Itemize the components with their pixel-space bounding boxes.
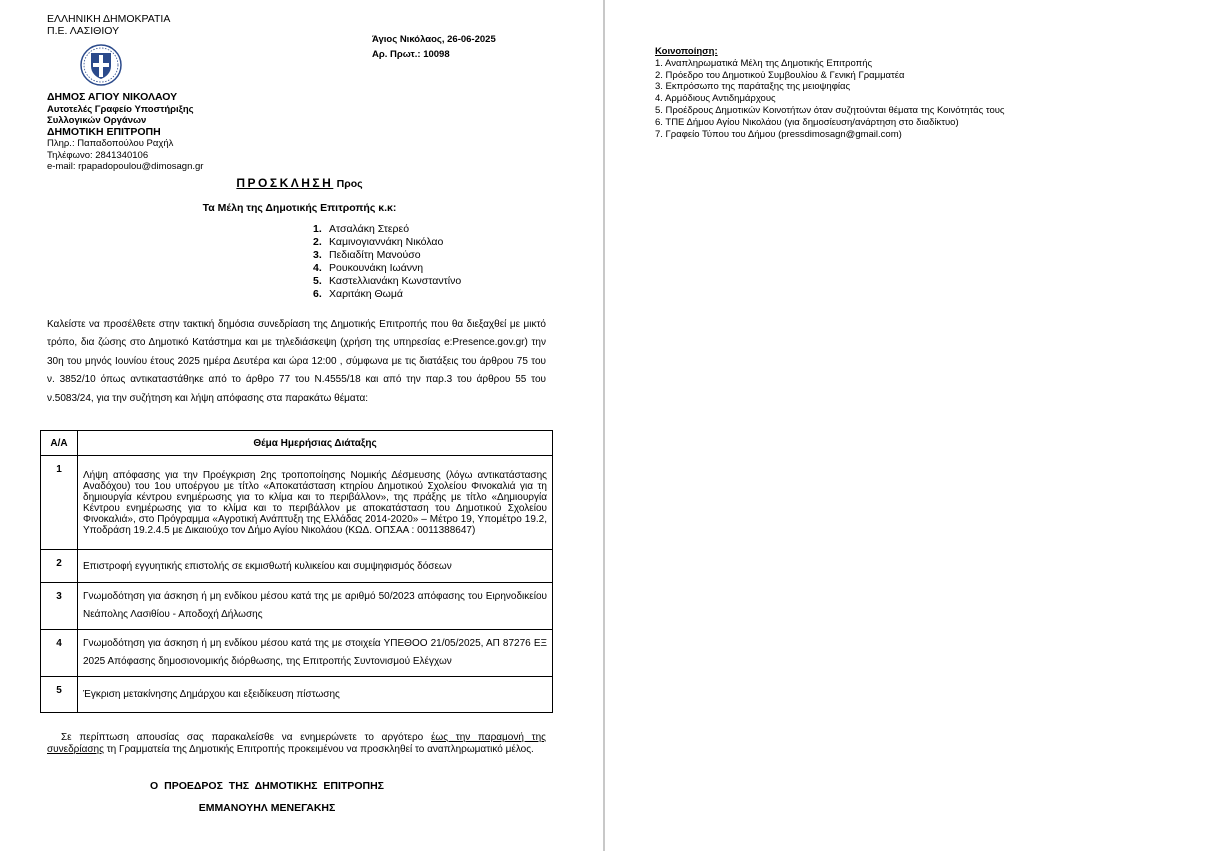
greek-coat-of-arms-icon — [80, 44, 122, 86]
item-number: 5 — [41, 677, 78, 713]
page-divider — [603, 0, 605, 851]
date-block — [372, 32, 496, 62]
closing-paragraph — [47, 732, 546, 756]
list-item: 3. Εκπρόσωπο της παράταξης της μειοψηφίας — [655, 81, 851, 93]
list-item: 4. Ρουκουνάκη Ιωάννη — [313, 262, 424, 274]
contact-phone: Τηλέφωνο: 2841340106 — [47, 149, 149, 161]
members-list — [313, 223, 461, 301]
list-item: 7. Γραφείο Τύπου του Δήμου (pressdimosagn@gmail.com) — [655, 128, 902, 140]
list-item: 4. Αρμόδιους Αντιδημάρχους — [655, 93, 776, 105]
header-line1: ΕΛΛΗΝΙΚΗ ΔΗΜΟΚΡΑΤΙΑ — [47, 13, 171, 25]
signature-name: ΕΜΜΑΝΟΥΗΛ ΜΕΝΕΓΑΚΗΣ — [198, 802, 336, 814]
list-item: 6. Χαριτάκη Θωμά — [313, 288, 403, 300]
invitation-to: Προς — [336, 178, 363, 190]
header-line2: Π.Ε. ΛΑΣΙΘΙΟΥ — [47, 24, 120, 37]
invitation-title — [47, 176, 552, 190]
item-number: 2 — [41, 550, 78, 583]
letterhead — [47, 14, 203, 173]
closing-part2: τη Γραμματεία της Δημοτικής Επιτροπής προκειμένου να προσκληθεί το αναπληρωματικό μέλος. — [103, 744, 534, 755]
item-text: Λήψη απόφασης για την Προέγκριση 2ης τροποποίησης Νομικής Δέσμευσης (λόγω αντικατάστασης Αναδόχου) του 1ου υποέργου με τίτλο «Αποκατάσταση κτηρίου Δημοτικού Σχολείου Φινοκαλιά για τη δημιουργία κέντρου ενημέρωσης για το κλίμα και το περιβάλλον», της πράξης με τίτλο «Δημιουργία Κέντρου ενημέρωσης για το κλίμα και το περιβάλλον με αποκατάσταση του Δημοτικού Σχολείου Φινοκαλιά», στο Πρόγραμμα «Αγροτική Ανάπτυξη της Ελλάδας 2014-2020» – Μέτρο 19, Υπομέτρο 19.2, Υποδράση 19.2.4.5 με Δικαιούχο τον Δήμο Αγίου Νικολάου (ΚΩΔ. ΟΠΣΑΑ : 0011388647) — [78, 456, 553, 550]
item-number: 4 — [41, 630, 78, 677]
office-line1: Αυτοτελές Γραφείο Υποστήριξης — [47, 103, 194, 115]
agenda-table — [40, 430, 553, 713]
protocol-number: Αρ. Πρωτ.: 10098 — [372, 49, 450, 60]
item-text: Γνωμοδότηση για άσκηση ή μη ενδίκου μέσου κατά της με στοιχεία ΥΠΕΘΟΟ 21/05/2025, ΑΠ 87276 ΕΞ 2025 Απόφασης δημοσιονομικής διόρθωσης, της Επιτροπής Συντονισμού Ελέγχων — [78, 630, 553, 677]
list-item: 3. Πεδιαδίτη Μανούσο — [313, 249, 421, 261]
list-item: 1. Αναπληρωματικά Μέλη της Δημοτικής Επιτροπής — [655, 57, 873, 69]
list-item: 1. Ατσαλάκη Στερεό — [313, 223, 410, 235]
closing-part1: Σε περίπτωση απουσίας σας παρακαλείσθε να ενημερώνετε το αργότερο — [61, 732, 431, 743]
invitation-word: ΠΡΟΣΚΛΗΣΗ — [236, 176, 334, 190]
col-num-header: Α/Α — [41, 431, 78, 456]
table-header-row — [41, 431, 553, 456]
contact-email: e-mail: rpapadopoulou@dimosagn.gr — [47, 161, 204, 172]
list-item: 6. ΤΠΕ Δήμου Αγίου Νικολάου (για δημοσίευση/ανάρτηση στο διαδίκτυο) — [655, 116, 959, 128]
cc-block — [655, 46, 1005, 140]
table-row — [41, 456, 553, 550]
item-text: Επιστροφή εγγυητικής επιστολής σε εκμισθωτή κυλικείου και συμψηφισμός δόσεων — [78, 550, 553, 583]
cc-heading: Κοινοποίηση: — [655, 46, 718, 57]
municipality-name: ΔΗΜΟΣ ΑΓΙΟΥ ΝΙΚΟΛΑΟΥ — [47, 91, 178, 103]
table-row — [41, 583, 553, 630]
item-number: 3 — [41, 583, 78, 630]
table-row — [41, 550, 553, 583]
cc-list — [655, 58, 1005, 141]
list-item: 2. Καμινογιαννάκη Νικόλαο — [313, 236, 444, 248]
office-line2: Συλλογικών Οργάνων — [47, 115, 147, 126]
col-subject-header: Θέμα Ημερήσιας Διάταξης — [78, 431, 553, 456]
item-number: 1 — [41, 456, 78, 550]
list-item: 5. Καστελλιανάκη Κωνσταντίνο — [313, 275, 462, 287]
place-date: Άγιος Νικόλαος, 26-06-2025 — [372, 34, 496, 45]
item-text: Έγκριση μετακίνησης Δημάρχου και εξειδίκευση πίστωσης — [78, 677, 553, 713]
list-item: 5. Προέδρους Δημοτικών Κοινοτήτων όταν συζητούνται θέματα της Κοινότητάς τους — [655, 104, 1005, 116]
item-text: Γνωμοδότηση για άσκηση ή μη ενδίκου μέσου κατά της με αριθμό 50/2023 απόφασης του Ειρηνοδικείου Νεάπολης Λασιθίου - Αποδοχή Δήλωσης — [78, 583, 553, 630]
contact-person: Πληρ.: Παπαδοπούλου Ραχήλ — [47, 138, 174, 149]
list-item: 2. Πρόεδρο του Δημοτικού Συμβουλίου & Γενική Γραμματέα — [655, 69, 905, 81]
table-row — [41, 677, 553, 713]
intro-paragraph: Καλείστε να προσέλθετε στην τακτική δημόσια συνεδρίαση της Δημοτικής Επιτροπής που θα διεξαχθεί με μικτό τρόπο, δια ζώσης στο Δημοτικό Κατάστημα και με τηλεδιάσκεψη (χρήση της υπηρεσίας e:Presence.gov.gr) την 30η του μηνός Ιουνίου έτους 2025 ημέρα Δευτέρα και ώρα 12:00 , σύμφωνα με τις διατάξεις του άρθρου 75 του ν. 3852/10 όπως αντικαταστάθηκε από το άρθρο 77 του Ν.4555/18 και από την παρ.3 του άρθρου 55 του ν.5083/24, για την συζήτηση και λήψη απόφασης στα παρακάτω θέματα: — [47, 319, 546, 404]
recipients-title: Τα Μέλη της Δημοτικής Επιτροπής κ.κ: — [202, 202, 397, 214]
committee-name: ΔΗΜΟΤΙΚΗ ΕΠΙΤΡΟΠΗ — [47, 125, 161, 138]
closing-underlined: έως την παραμονή της συνεδρίασης — [47, 732, 547, 755]
table-row — [41, 630, 553, 677]
signature-role: Ο ΠΡΟΕΔΡΟΣ ΤΗΣ ΔΗΜΟΤΙΚΗΣ ΕΠΙΤΡΟΠΗΣ — [150, 780, 384, 792]
